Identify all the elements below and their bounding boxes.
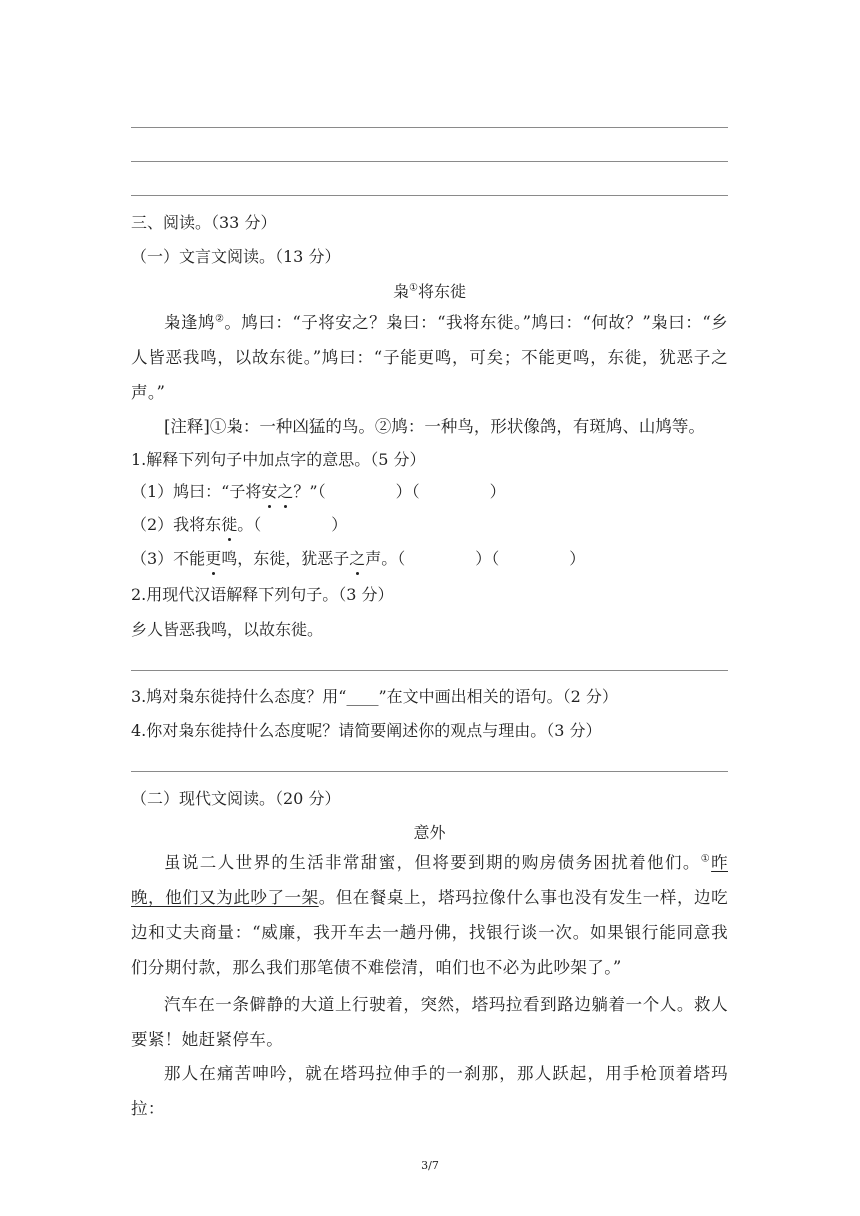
question-1-stem: 1.解释下列句子中加点字的意思。（5 分） (131, 450, 426, 469)
modern-passage-paragraph-3: 那人在痛苦呻吟，就在塔玛拉伸手的一刹那，那人跃起，用手枪顶着塔玛拉： (131, 1064, 728, 1118)
question-1-item-3: （3）不能更鸣，东徙，犹恶子之声。（ ）（ ） (131, 549, 586, 568)
underlined-sentence: 昨晚，他们又为此吵了一架 (131, 853, 728, 907)
question-2-sentence: 乡人皆恶我鸣，以故东徙。 (131, 620, 324, 639)
part-one-heading: （一）文言文阅读。（13 分） (131, 247, 341, 266)
question-1-item-2: （2）我将东徙。（ ） (131, 515, 348, 534)
question-4: 4.你对枭东徙持什么态度呢？请简要阐述你的观点与理由。（3 分） (131, 721, 602, 740)
modern-passage-paragraph-1: 虽说二人世界的生活非常甜蜜，但将要到期的购房债务困扰着他们。①昨晚，他们又为此吵了一架。但在餐桌上，塔玛拉像什么事也没有发生一样，边吃边和丈夫商量：“威廉，我开车去一趟丹佛，找银行谈一次。如果银行能同意我们分期付款，那么我们那笔债不难偿清，咱们也不必为此吵架了。” (131, 853, 728, 977)
classical-passage: 枭逢鸠②。鸠曰：“子将安之？枭曰：“我将东徙。”鸠曰：“何故？”枭曰：“乡人皆恶我鸣，以故东徙。”鸠曰：“子能更鸣，可矣；不能更鸣，东徙，犹恶子之声。” (131, 313, 729, 402)
question-2-stem: 2.用现代汉语解释下列句子。（3 分） (131, 585, 394, 604)
passage-title: 枭①将东徙 (393, 282, 466, 301)
modern-passage-title: 意外 (413, 823, 446, 842)
answer-line (131, 127, 728, 128)
answer-line (131, 195, 728, 196)
page-number: 3/7 (421, 1159, 439, 1172)
modern-passage-paragraph-2: 汽车在一条僻静的大道上行驶着，突然，塔玛拉看到路边躺着一个人。救人要紧！她赶紧停车。 (131, 995, 728, 1049)
answer-line (131, 771, 728, 772)
question-1-item-1: （1）鸠曰：“子将安之？”（ ）（ ） (131, 482, 506, 501)
answer-line (131, 161, 728, 162)
part-two-heading: （二）现代文阅读。（20 分） (131, 789, 341, 808)
question-3: 3.鸠对枭东徙持什么态度？用“____”在文中画出相关的语句。（2 分） (131, 687, 618, 706)
section-heading: 三、阅读。（33 分） (131, 213, 277, 232)
answer-line (131, 670, 728, 671)
annotation-notes: [注释]①枭：一种凶猛的鸟。②鸠：一种鸟，形状像鸽，有斑鸠、山鸠等。 (164, 417, 705, 436)
